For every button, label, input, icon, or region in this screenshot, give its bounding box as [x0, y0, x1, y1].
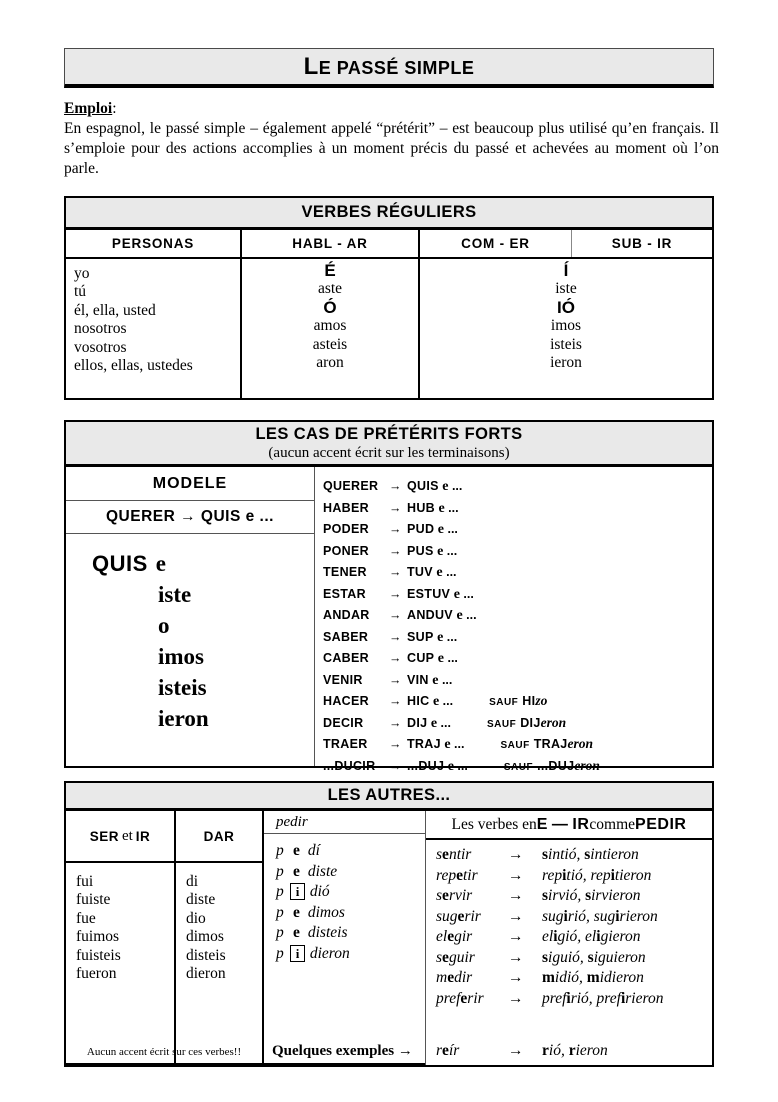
modele-conj-row	[92, 672, 314, 703]
strong-verb-infinitive: VENIR	[323, 672, 363, 687]
strong-verb-stem: HIC	[407, 694, 430, 708]
emploi-heading: Emploi	[64, 100, 113, 117]
sauf-stem: ...DUJ	[537, 758, 575, 773]
pedir-stem-letter: p	[276, 903, 284, 921]
example-changed-vowel: i	[615, 907, 620, 925]
example-conjugations: repitió, repitieron	[542, 866, 652, 884]
persona-item: vosotros	[74, 338, 127, 356]
strong-verb-infinitive: ESTAR	[323, 586, 366, 601]
strong-verb-stem: QUIS	[407, 479, 439, 493]
ellipsis: ...	[442, 565, 457, 579]
col-header-er: COM - ER	[420, 230, 572, 257]
verb-ending: aste	[317, 280, 343, 298]
erir-endings-list	[420, 259, 712, 398]
dar-form: disteis	[186, 946, 226, 964]
persona-item: nosotros	[74, 320, 127, 338]
ellipsis: ...	[444, 651, 458, 665]
strong-verb-infinitive: HABER	[323, 500, 369, 515]
strong-verb-row	[323, 690, 712, 712]
indent-spacer	[92, 644, 150, 675]
verb-ending: aron	[316, 353, 344, 371]
strong-verb-row	[323, 518, 712, 540]
verb-ending: IÓ	[557, 297, 575, 317]
pedir-infinitive	[264, 811, 425, 834]
table1-header-row	[66, 230, 712, 259]
strong-verb-e: e	[438, 479, 449, 494]
strong-verb-e: e	[428, 672, 439, 688]
strong-verb-stem: DIJ	[407, 715, 428, 730]
modele-ending: iste	[158, 582, 192, 607]
arrow-icon: →	[389, 715, 402, 730]
pedir-vowel: e	[293, 842, 300, 859]
pedir-forms-list	[264, 834, 425, 1065]
example-row	[436, 886, 712, 907]
table2-subtitle: (aucun accent écrit sur les terminaisons)	[268, 444, 510, 461]
pedir-form-row	[276, 944, 425, 965]
arrow-icon: →	[389, 565, 402, 579]
ellipsis: ...	[443, 629, 458, 644]
strong-verb-e: e	[427, 715, 438, 731]
strong-verb-stem: TUV	[407, 565, 433, 579]
pedir-ending: dieron	[306, 944, 350, 962]
sauf-stem: TRAJ	[533, 737, 568, 751]
strong-verb-stem: ANDUV	[407, 608, 453, 622]
example-row	[436, 948, 712, 969]
pedir-vowel: e	[293, 903, 300, 921]
verb-ending: ieron	[550, 353, 582, 371]
verb-ending: Ó	[323, 297, 337, 317]
sauf-stem: DIJ	[520, 715, 541, 730]
example-row	[436, 1041, 608, 1062]
strong-verb-infinitive: HACER	[323, 694, 369, 708]
strong-verb-e: e	[433, 629, 444, 645]
sauf-label: SAUF	[489, 697, 519, 708]
example-changed-vowel: i	[563, 907, 568, 925]
verb-ending: amos	[313, 317, 347, 335]
arrow-icon: →	[508, 1042, 524, 1060]
ser-form: fui	[76, 873, 94, 890]
example-stem-vowel: e	[447, 928, 455, 945]
example-stem-vowel: e	[456, 866, 463, 884]
strong-verb-row	[323, 475, 712, 497]
strong-verb-infinitive: ANDAR	[323, 608, 370, 622]
sauf-ending: eron	[574, 757, 600, 773]
dar-form: dio	[186, 909, 206, 927]
example-row	[436, 968, 712, 989]
pedir-column	[264, 811, 426, 1065]
et-label: et	[121, 827, 133, 844]
strong-verb-stem: HUB	[407, 500, 435, 515]
example-conjugations: rió, rieron	[542, 1042, 608, 1060]
example-changed-vowel: i	[562, 866, 567, 884]
strong-verb-stem: PUS	[407, 543, 434, 558]
example-changed-vowel: m	[542, 969, 555, 986]
example-changed-vowel: s	[584, 846, 591, 863]
sauf-stem: HI	[522, 694, 536, 708]
ellipsis: ...	[438, 672, 453, 687]
example-row	[436, 989, 712, 1010]
sauf-ending: zo	[535, 693, 548, 708]
example-infinitive: sugerir	[436, 907, 481, 925]
page-title: LE PASSÉ SIMPLE	[303, 52, 475, 80]
pedir-ending: diste	[304, 862, 338, 880]
modele-conjugation	[66, 534, 314, 766]
ir-label: IR	[135, 828, 151, 844]
sauf-label: SAUF	[503, 761, 534, 773]
strong-verb-infinitive: TENER	[323, 565, 367, 579]
pedir-group-header	[426, 811, 712, 840]
example-changed-vowel: i	[610, 866, 615, 884]
pedir-vowel-boxed: i	[290, 883, 305, 900]
dar-label: DAR	[203, 828, 235, 844]
pedir-form-row	[276, 903, 425, 924]
table3-band	[66, 783, 712, 811]
table1-body	[66, 259, 712, 398]
examples-column	[426, 811, 712, 1065]
verb-ending: imos	[550, 317, 582, 335]
table-preterits-forts	[64, 420, 714, 774]
dar-forms-list	[176, 863, 262, 1065]
pedir-ending: dimos	[304, 903, 345, 921]
example-row	[436, 927, 712, 948]
pedir-form-row	[276, 882, 425, 903]
indent-spacer	[92, 582, 150, 613]
strong-verb-infinitive: ...DUCIR	[323, 758, 376, 773]
ellipsis: ...	[462, 608, 477, 622]
strong-verb-e: e	[434, 522, 445, 537]
dar-form: di	[186, 873, 199, 890]
strong-verb-row	[323, 647, 712, 669]
table1-title: VERBES RÉGULIERS	[301, 203, 477, 221]
example-changed-vowel: r	[542, 1042, 549, 1060]
strong-verb-e: e	[450, 586, 460, 602]
example-infinitive: repetir	[436, 866, 478, 884]
pedir-vowel-boxed: i	[290, 945, 305, 962]
example-row	[436, 866, 712, 887]
ellipsis: ...	[450, 737, 465, 751]
sauf-label: SAUF	[486, 718, 517, 730]
example-changed-vowel: r	[568, 1042, 576, 1060]
strong-verb-row	[323, 626, 712, 648]
strong-verb-row	[323, 561, 712, 583]
strong-verb-infinitive: CABER	[323, 651, 369, 665]
indent-spacer	[92, 706, 150, 737]
ellipsis: ...	[439, 694, 454, 708]
strong-verb-row	[323, 540, 712, 562]
ser-form: fueron	[76, 965, 117, 983]
strong-verbs-list	[315, 467, 712, 774]
modele-ending: imos	[158, 644, 204, 669]
sauf-note	[487, 712, 566, 736]
example-changed-vowel: m	[586, 969, 600, 986]
table1-band	[66, 198, 712, 230]
indent-spacer	[92, 675, 150, 706]
col-header-ir: SUB - IR	[611, 236, 673, 251]
pedir-header-model: PEDIR	[635, 815, 687, 833]
arrow-icon: →	[389, 694, 402, 708]
arrow-icon: →	[508, 846, 524, 863]
ellipsis: ...	[459, 586, 474, 601]
modele-rule: QUERER → QUIS e ...	[66, 501, 314, 534]
ser-form: fuimos	[76, 928, 120, 946]
example-changed-vowel: i	[566, 989, 571, 1007]
modele-ending: ieron	[158, 706, 209, 731]
col-header-personas: PERSONAS	[66, 230, 242, 257]
arrow-icon: →	[508, 866, 524, 884]
persona-item: él, ella, usted	[74, 301, 156, 319]
pedir-header-ir: IR	[572, 815, 590, 833]
sauf-note	[489, 690, 547, 714]
strong-verb-stem: CUP	[407, 651, 435, 665]
example-conjugations: sirvió, sirvieron	[542, 887, 641, 904]
ser-label: SER	[89, 828, 119, 844]
strong-verb-infinitive: PONER	[323, 543, 369, 558]
ser-form: fuisteis	[76, 946, 121, 964]
page-title-banner	[64, 48, 714, 88]
modele-stem: QUIS	[92, 551, 148, 576]
strong-verb-e: e	[444, 758, 454, 774]
arrow-icon: →	[389, 672, 402, 687]
arrow-icon: →	[508, 907, 524, 925]
example-infinitive: seguir	[436, 948, 475, 966]
modele-conj-row	[92, 579, 314, 610]
pedir-stem-letter: p	[276, 842, 284, 859]
table2-title: LES CAS DE PRÉTÉRITS FORTS	[255, 424, 523, 443]
example-infinitive: preferir	[436, 989, 484, 1007]
example-row	[436, 845, 712, 866]
strong-verb-e: e	[429, 694, 440, 709]
arrow-icon: →	[389, 737, 402, 751]
example-stem-vowel: e	[460, 989, 468, 1007]
strong-verb-e: e	[440, 737, 451, 752]
dar-form: dimos	[186, 928, 224, 946]
example-conjugations: prefirió, prefirieron	[542, 989, 664, 1007]
pedir-header-e: E	[536, 815, 548, 833]
arrow-icon: →	[389, 629, 402, 644]
example-changed-vowel: s	[587, 948, 594, 966]
example-infinitive: reír	[436, 1042, 460, 1060]
ellipsis: ...	[444, 500, 459, 515]
strong-verb-e: e	[452, 608, 463, 623]
strong-verb-infinitive: SABER	[323, 629, 369, 644]
pedir-ending: dió	[306, 883, 330, 900]
example-stem-vowel: e	[447, 969, 455, 986]
sauf-note	[504, 755, 600, 779]
modele-conj-row	[92, 641, 314, 672]
ser-form: fuiste	[76, 891, 111, 909]
example-stem-vowel: e	[442, 846, 449, 863]
example-infinitive: elegir	[436, 928, 473, 945]
arrow-icon: →	[389, 608, 402, 622]
example-stem-vowel: e	[442, 1042, 449, 1060]
modele-conj-row	[92, 703, 314, 734]
arrow-icon: →	[389, 522, 402, 536]
arrow-icon: →	[508, 948, 524, 966]
personas-list	[66, 259, 242, 398]
dar-column	[176, 811, 264, 1065]
persona-item: ellos, ellas, ustedes	[74, 356, 193, 374]
dar-form: dieron	[186, 965, 226, 983]
strong-verb-e: e	[434, 651, 445, 666]
pedir-vowel: e	[293, 924, 300, 941]
col-header-ar: HABL - AR	[242, 230, 420, 257]
pedir-form-row	[276, 923, 425, 944]
example-changed-vowel: i	[596, 928, 601, 945]
pedir-ending: dí	[304, 842, 320, 859]
strong-verb-stem: PUD	[407, 522, 435, 536]
ser-form: fue	[76, 909, 96, 927]
emploi-colon: :	[112, 100, 117, 117]
strong-verb-infinitive: PODER	[323, 522, 369, 536]
verb-ending: iste	[555, 280, 577, 298]
arrow-icon: →	[508, 969, 524, 986]
arrow-icon: →	[508, 887, 524, 904]
ser-ir-header	[66, 811, 174, 863]
intro-body: En espagnol, le passé simple – également appelé “prétérit” – est beaucoup plus utilisé qu’en français. Il s’emploie pour des actions accomplies à un moment précis du passé et achevées au moment où l’on parle.	[64, 120, 719, 177]
pedir-header-pre: Les verbes en	[451, 815, 537, 833]
strong-verb-row	[323, 497, 712, 519]
example-conjugations: midió, midieron	[542, 969, 644, 986]
table3-footer-row	[66, 1038, 712, 1065]
pedir-stem-letter: p	[276, 924, 284, 941]
pedir-header-dash: —	[551, 815, 569, 833]
modele-conj-row	[92, 610, 314, 641]
strong-verb-row	[323, 755, 712, 777]
dar-header	[176, 811, 262, 863]
strong-verb-e: e	[433, 543, 444, 559]
ellipsis: ...	[448, 479, 463, 493]
arrow-icon: →	[389, 651, 402, 665]
strong-verb-row	[323, 583, 712, 605]
pedir-form-row	[276, 862, 425, 883]
dar-form: diste	[186, 891, 216, 909]
example-conjugations: eligió, eligieron	[542, 928, 641, 945]
pedir-ending: disteis	[304, 924, 348, 941]
pedir-inf-vowel: e	[283, 813, 291, 830]
pedir-form-row	[276, 841, 425, 862]
ellipsis: ...	[444, 522, 458, 536]
arrow-icon: →	[389, 543, 402, 558]
arrow-icon: →	[389, 586, 402, 601]
arrow-icon: →	[508, 989, 524, 1007]
example-infinitive: medir	[436, 969, 473, 986]
table-les-autres	[64, 781, 714, 1067]
example-stem-vowel: e	[457, 907, 465, 925]
ellipsis: ...	[453, 758, 468, 773]
strong-verb-stem: SUP	[407, 629, 434, 644]
arrow-icon: →	[389, 479, 402, 493]
table2-band	[66, 422, 712, 467]
strong-verb-row	[323, 669, 712, 691]
modele-ending: o	[158, 613, 170, 638]
table2-columns	[66, 467, 712, 774]
example-stem-vowel: e	[442, 948, 449, 966]
modele-conj-row	[92, 548, 314, 579]
verb-ending: isteis	[550, 335, 582, 353]
verb-ending: É	[324, 261, 336, 280]
pedir-inf-rest: dir	[290, 813, 308, 830]
example-changed-vowel: s	[585, 887, 592, 904]
arrow-icon: →	[389, 758, 402, 773]
sauf-note	[500, 733, 593, 757]
ellipsis: ...	[437, 715, 451, 730]
example-changed-vowel: s	[542, 887, 549, 904]
verb-ending: Í	[563, 261, 569, 280]
examples-list	[426, 840, 712, 1065]
ar-endings-list	[242, 259, 420, 398]
example-infinitive: sentir	[436, 846, 472, 863]
pedir-vowel: e	[293, 862, 300, 880]
ser-ir-column	[66, 811, 176, 1065]
pedir-stem-letter: p	[276, 944, 284, 962]
example-conjugations: siguió, siguieron	[542, 948, 646, 966]
strong-verb-row	[323, 733, 712, 755]
example-row	[436, 907, 712, 928]
example-changed-vowel: s	[542, 846, 549, 863]
example-infinitive: servir	[436, 887, 473, 904]
example-last-row-slot	[426, 1038, 712, 1065]
pedir-header-mid: comme	[589, 815, 636, 833]
example-conjugations: sintió, sintieron	[542, 846, 639, 863]
footnote-quelques-exemples: Quelques exemples →	[264, 1038, 426, 1065]
ser-forms-list	[66, 863, 174, 1065]
example-changed-vowel: i	[553, 928, 558, 945]
verb-ending: asteis	[312, 335, 348, 353]
example-changed-vowel: s	[542, 948, 549, 966]
strong-verb-infinitive: TRAER	[323, 737, 368, 751]
strong-verb-stem: ...DUJ	[407, 758, 445, 773]
example-conjugations: sugirió, sugirieron	[542, 907, 658, 925]
arrow-icon: →	[389, 500, 402, 515]
strong-verb-stem: ESTUV	[407, 586, 451, 601]
strong-verb-row	[323, 712, 712, 734]
modele-ending: e	[155, 551, 167, 576]
pedir-stem-letter: p	[276, 862, 284, 880]
footnote-no-accent: Aucun accent écrit sur ces verbes!!	[66, 1038, 264, 1065]
modele-label: MODELE	[66, 467, 314, 501]
sauf-ending: eron	[540, 714, 567, 730]
example-stem-vowel: e	[442, 887, 449, 904]
table-verbes-reguliers	[64, 196, 714, 400]
pedir-stem-letter: p	[276, 883, 284, 900]
modele-ending: isteis	[158, 675, 207, 700]
strong-verb-e: e	[432, 565, 443, 580]
pedir-inf-p: p	[276, 813, 284, 830]
strong-verb-stem: TRAJ	[407, 737, 441, 751]
indent-spacer	[92, 613, 150, 644]
persona-item: yo	[74, 265, 90, 282]
table3-title: LES AUTRES...	[327, 786, 451, 804]
strong-verb-infinitive: QUERER	[323, 479, 379, 493]
strong-verb-row	[323, 604, 712, 626]
strong-verb-stem: VIN	[407, 672, 429, 687]
arrow-icon: →	[508, 928, 524, 945]
sauf-label: SAUF	[500, 740, 530, 751]
table3-columns	[66, 811, 712, 1065]
sauf-ending: eron	[567, 736, 594, 751]
strong-verb-infinitive: DECIR	[323, 715, 364, 730]
persona-item: tú	[74, 283, 87, 301]
strong-verb-e: e	[434, 500, 445, 516]
intro-section	[64, 99, 719, 179]
ellipsis: ...	[443, 543, 458, 558]
example-changed-vowel: i	[620, 989, 626, 1007]
modele-column	[66, 467, 315, 766]
